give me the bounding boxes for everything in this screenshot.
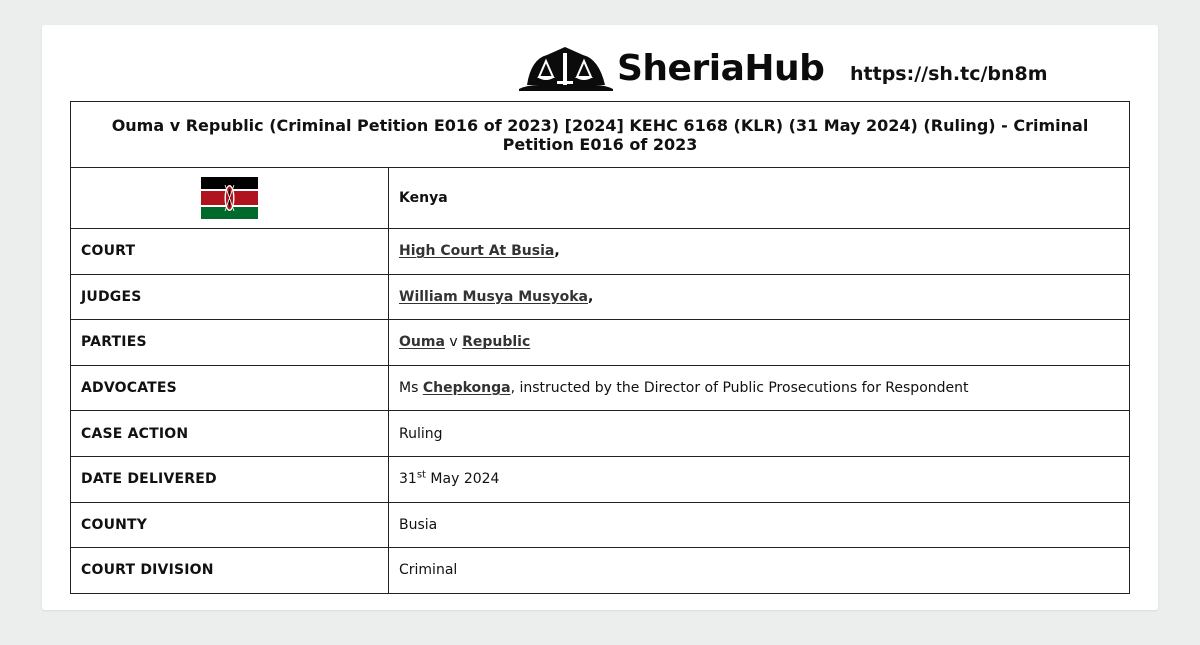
- header: [42, 25, 1158, 101]
- date-delivered-value: [389, 456, 1130, 502]
- date-day: 31: [399, 471, 417, 488]
- advocate-prefix: Ms: [399, 380, 423, 397]
- court-division-row: [71, 548, 1130, 594]
- case-action-label: CASE ACTION: [71, 411, 389, 457]
- court-division-label: COURT DIVISION: [71, 548, 389, 594]
- judges-suffix: ,: [587, 288, 594, 305]
- case-action-row: [71, 411, 1130, 457]
- judges-label: JUDGES: [71, 274, 389, 320]
- title-row: [71, 102, 1130, 168]
- county-row: [71, 502, 1130, 548]
- kenya-flag-icon: [201, 177, 258, 219]
- country-row: [71, 168, 1130, 229]
- advocates-label: ADVOCATES: [71, 365, 389, 411]
- parties-row: [71, 320, 1130, 366]
- party-link-ouma[interactable]: Ouma: [399, 334, 445, 351]
- party-link-republic[interactable]: Republic: [462, 334, 531, 351]
- county-value: Busia: [389, 502, 1130, 548]
- court-label: COURT: [71, 229, 389, 275]
- judges-value: [389, 274, 1130, 320]
- court-row: [71, 229, 1130, 275]
- advocate-suffix: , instructed by the Director of Public Prosecutions for Respondent: [510, 380, 969, 397]
- court-value: [389, 229, 1130, 275]
- county-label: COUNTY: [71, 502, 389, 548]
- short-url[interactable]: https://sh.tc/bn8m: [850, 63, 1048, 85]
- judges-row: [71, 274, 1130, 320]
- advocate-link[interactable]: Chepkonga: [422, 380, 511, 397]
- brand-name: SheriaHub: [617, 48, 825, 89]
- date-rest: May 2024: [425, 471, 500, 488]
- case-action-value: Ruling: [389, 411, 1130, 457]
- parties-separator: v: [444, 334, 463, 351]
- court-division-value: Criminal: [389, 548, 1130, 594]
- page-card: [42, 25, 1158, 610]
- case-metadata-table: [70, 101, 1130, 594]
- advocates-row: [71, 365, 1130, 411]
- court-link[interactable]: High Court At Busia: [399, 243, 555, 260]
- date-delivered-row: [71, 456, 1130, 502]
- judge-link[interactable]: William Musya Musyoka: [399, 288, 588, 305]
- court-suffix: ,: [554, 243, 560, 260]
- case-title: Ouma v Republic (Criminal Petition E016 of 2023) [2024] KEHC 6168 (KLR) (31 May 2024) (Ruling) - Criminal Petition E016 of 2023: [71, 102, 1130, 168]
- advocates-value: [389, 365, 1130, 411]
- date-ordinal: st: [416, 469, 426, 481]
- parties-label: PARTIES: [71, 320, 389, 366]
- country-value: Kenya: [389, 168, 1130, 229]
- date-delivered-label: DATE DELIVERED: [71, 456, 389, 502]
- flag-cell: [71, 168, 389, 229]
- parties-value: [389, 320, 1130, 366]
- scales-of-justice-icon: [517, 45, 613, 93]
- sheriahub-logo[interactable]: [517, 44, 824, 94]
